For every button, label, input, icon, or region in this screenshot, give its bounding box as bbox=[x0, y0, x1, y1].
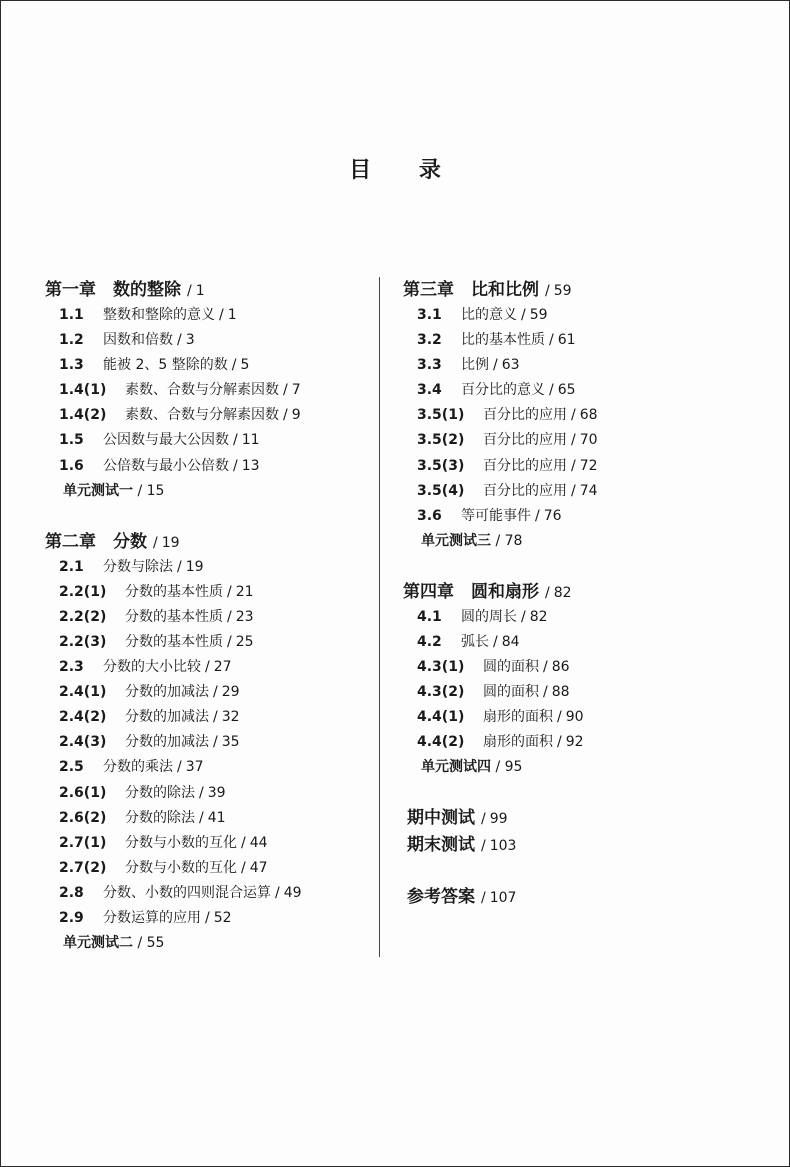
toc-entry[interactable]: 2.7(1) 分数与小数的互化 / 44 bbox=[45, 831, 365, 856]
entry-number: 3.6 bbox=[417, 507, 442, 524]
unit-test-entry[interactable]: 单元测试四 / 95 bbox=[421, 759, 523, 776]
entry-title: 比例 bbox=[461, 357, 489, 374]
toc-entry[interactable]: 2.9 分数运算的应用 / 52 bbox=[45, 906, 365, 931]
chapter-heading[interactable]: 第三章 比和比例 / 59 bbox=[403, 280, 572, 300]
entry-title: 公因数与最大公因数 bbox=[103, 432, 229, 449]
unit-test-page: 55 bbox=[146, 935, 165, 952]
unit-test-page: 95 bbox=[504, 759, 523, 776]
entry-title: 分数的除法 bbox=[125, 784, 195, 801]
entry-page: 65 bbox=[557, 382, 576, 399]
entry-title: 百分比的应用 bbox=[483, 407, 567, 424]
entry-number: 3.2 bbox=[417, 332, 442, 349]
entry-page: 49 bbox=[283, 884, 302, 901]
entry-title: 扇形的面积 bbox=[483, 709, 553, 726]
chapter-title: 第二章 分数 bbox=[45, 531, 147, 552]
toc-entry[interactable]: 2.5 分数的乘法 / 37 bbox=[45, 755, 365, 780]
test-page: 103 bbox=[489, 838, 517, 855]
toc-entry[interactable]: 3.3 比例 / 63 bbox=[403, 353, 703, 378]
toc-entry[interactable]: 3.4 百分比的意义 / 65 bbox=[403, 378, 703, 403]
entry-title: 分数与小数的互化 bbox=[125, 834, 237, 851]
answers-page: 107 bbox=[489, 890, 517, 907]
toc-entry[interactable]: 3.2 比的基本性质 / 61 bbox=[403, 328, 703, 353]
entry-number: 4.1 bbox=[417, 608, 442, 625]
midterm-test-entry[interactable]: 期中测试 / 99 bbox=[407, 808, 508, 829]
entry-page: 92 bbox=[565, 734, 584, 751]
entry-title: 分数、小数的四则混合运算 bbox=[103, 884, 271, 901]
entry-page: 82 bbox=[529, 608, 548, 625]
toc-entry[interactable]: 2.3 分数的大小比较 / 27 bbox=[45, 655, 365, 680]
unit-test-entry[interactable]: 单元测试三 / 78 bbox=[421, 532, 523, 549]
entry-title: 分数与除法 bbox=[103, 558, 173, 575]
toc-entry[interactable]: 2.2(1) 分数的基本性质 / 21 bbox=[45, 580, 365, 605]
entry-page: 72 bbox=[579, 457, 598, 474]
entry-page: 27 bbox=[213, 659, 232, 676]
entry-number: 1.4(1) bbox=[59, 382, 107, 399]
entry-title: 素数、合数与分解素因数 bbox=[125, 382, 279, 399]
entry-title: 分数的加减法 bbox=[125, 684, 209, 701]
toc-entry[interactable]: 2.6(1) 分数的除法 / 39 bbox=[45, 781, 365, 806]
entry-page: 61 bbox=[557, 332, 576, 349]
entry-title: 百分比的应用 bbox=[483, 482, 567, 499]
entry-title: 公倍数与最小公倍数 bbox=[103, 457, 229, 474]
entry-number: 2.2(1) bbox=[59, 583, 107, 600]
toc-entry[interactable]: 4.4(2) 扇形的面积 / 92 bbox=[403, 730, 703, 755]
entry-number: 4.3(2) bbox=[417, 684, 465, 701]
unit-test-title: 单元测试二 bbox=[63, 935, 133, 952]
entry-title: 圆的面积 bbox=[483, 684, 539, 701]
toc-entry[interactable]: 2.8 分数、小数的四则混合运算 / 49 bbox=[45, 881, 365, 906]
entry-page: 19 bbox=[185, 558, 204, 575]
chapter-page: 1 bbox=[195, 283, 205, 299]
chapter-title: 第一章 数的整除 bbox=[45, 280, 181, 300]
entry-page: 74 bbox=[579, 482, 598, 499]
entry-number: 1.5 bbox=[59, 432, 84, 449]
toc-entry[interactable]: 3.5(2) 百分比的应用 / 70 bbox=[403, 428, 703, 453]
spacer bbox=[403, 780, 703, 805]
left-column bbox=[45, 277, 365, 956]
answers-title: 参考答案 bbox=[407, 887, 475, 908]
chapter-heading[interactable]: 第一章 数的整除 / 1 bbox=[45, 280, 205, 300]
entry-title: 分数与小数的互化 bbox=[125, 859, 237, 876]
entry-title: 百分比的应用 bbox=[483, 457, 567, 474]
chapter-page: 82 bbox=[553, 584, 572, 601]
toc-entry[interactable]: 1.1 整数和整除的意义 / 1 bbox=[45, 303, 365, 328]
entry-page: 13 bbox=[241, 457, 260, 474]
test-page: 99 bbox=[489, 811, 508, 828]
spacer bbox=[403, 859, 703, 884]
entry-page: 9 bbox=[291, 407, 301, 424]
toc-entry[interactable]: 1.3 能被 2、5 整除的数 / 5 bbox=[45, 353, 365, 378]
toc-entry[interactable]: 2.2(3) 分数的基本性质 / 25 bbox=[45, 630, 365, 655]
unit-test-title: 单元测试四 bbox=[421, 759, 491, 776]
entry-number: 2.7(2) bbox=[59, 859, 107, 876]
entry-page: 35 bbox=[221, 734, 240, 751]
spacer bbox=[45, 504, 365, 529]
unit-test-entry[interactable]: 单元测试二 / 55 bbox=[63, 935, 165, 952]
toc-entry[interactable]: 4.3(2) 圆的面积 / 88 bbox=[403, 680, 703, 705]
toc-entry[interactable]: 4.2 弧长 / 84 bbox=[403, 630, 703, 655]
entry-title: 分数的加减法 bbox=[125, 734, 209, 751]
entry-page: 3 bbox=[185, 332, 195, 349]
toc-entry[interactable]: 2.4(2) 分数的加减法 / 32 bbox=[45, 705, 365, 730]
entry-title: 能被 2、5 整除的数 bbox=[103, 357, 228, 374]
entry-number: 4.4(2) bbox=[417, 734, 465, 751]
entry-number: 2.8 bbox=[59, 884, 84, 901]
entry-page: 84 bbox=[501, 633, 520, 650]
entry-title: 分数的乘法 bbox=[103, 759, 173, 776]
chapter-page: 19 bbox=[161, 534, 180, 551]
entry-number: 1.2 bbox=[59, 332, 84, 349]
chapter-page: 59 bbox=[553, 283, 572, 299]
entry-number: 1.6 bbox=[59, 457, 84, 474]
entry-title: 分数的基本性质 bbox=[125, 633, 223, 650]
entry-page: 39 bbox=[207, 784, 226, 801]
toc-entry[interactable]: 2.4(1) 分数的加减法 / 29 bbox=[45, 680, 365, 705]
unit-test-page: 15 bbox=[146, 482, 165, 499]
entry-number: 2.5 bbox=[59, 759, 84, 776]
chapter-title: 第四章 圆和扇形 bbox=[403, 581, 539, 602]
entry-page: 41 bbox=[207, 809, 226, 826]
entry-number: 4.3(1) bbox=[417, 659, 465, 676]
entry-number: 4.4(1) bbox=[417, 709, 465, 726]
toc-entry[interactable]: 2.1 分数与除法 / 19 bbox=[45, 555, 365, 580]
entry-number: 3.5(1) bbox=[417, 407, 465, 424]
answers-entry[interactable]: 参考答案 / 107 bbox=[407, 887, 517, 908]
entry-number: 2.2(3) bbox=[59, 633, 107, 650]
entry-title: 分数的除法 bbox=[125, 809, 195, 826]
toc-entry[interactable]: 2.2(2) 分数的基本性质 / 23 bbox=[45, 605, 365, 630]
entry-title: 分数的大小比较 bbox=[103, 659, 201, 676]
unit-test-page: 78 bbox=[504, 532, 523, 549]
toc-entry[interactable]: 3.5(1) 百分比的应用 / 68 bbox=[403, 403, 703, 428]
entry-page: 25 bbox=[235, 633, 254, 650]
chapter-heading[interactable]: 第四章 圆和扇形 / 82 bbox=[403, 581, 572, 602]
toc-entry[interactable]: 1.4(1) 素数、合数与分解素因数 / 7 bbox=[45, 378, 365, 403]
entry-number: 2.9 bbox=[59, 909, 84, 926]
spacer bbox=[403, 554, 703, 579]
unit-test-title: 单元测试三 bbox=[421, 532, 491, 549]
test-title: 期中测试 bbox=[407, 808, 475, 829]
entry-number: 2.6(2) bbox=[59, 809, 107, 826]
entry-page: 47 bbox=[249, 859, 268, 876]
entry-title: 扇形的面积 bbox=[483, 734, 553, 751]
entry-title: 百分比的应用 bbox=[483, 432, 567, 449]
entry-title: 分数的基本性质 bbox=[125, 608, 223, 625]
entry-page: 7 bbox=[291, 382, 301, 399]
entry-page: 68 bbox=[579, 407, 598, 424]
toc-entry[interactable]: 3.1 比的意义 / 59 bbox=[403, 303, 703, 328]
entry-page: 11 bbox=[241, 432, 260, 449]
entry-page: 76 bbox=[543, 507, 562, 524]
toc-entry[interactable]: 2.4(3) 分数的加减法 / 35 bbox=[45, 730, 365, 755]
entry-page: 52 bbox=[213, 909, 232, 926]
entry-title: 弧长 bbox=[461, 633, 489, 650]
test-title: 期末测试 bbox=[407, 835, 475, 856]
entry-number: 2.6(1) bbox=[59, 784, 107, 801]
toc-entry[interactable]: 4.4(1) 扇形的面积 / 90 bbox=[403, 705, 703, 730]
toc-entry[interactable]: 3.6 等可能事件 / 76 bbox=[403, 504, 703, 529]
toc-entry[interactable]: 3.5(4) 百分比的应用 / 74 bbox=[403, 479, 703, 504]
entry-title: 因数和倍数 bbox=[103, 332, 173, 349]
page-title: 目 录 bbox=[349, 158, 461, 183]
entry-page: 63 bbox=[501, 357, 520, 374]
entry-page: 5 bbox=[240, 357, 250, 374]
entry-page: 44 bbox=[249, 834, 268, 851]
entry-title: 素数、合数与分解素因数 bbox=[125, 407, 279, 424]
toc-entry[interactable]: 1.5 公因数与最大公因数 / 11 bbox=[45, 428, 365, 453]
entry-page: 21 bbox=[235, 583, 254, 600]
entry-title: 分数运算的应用 bbox=[103, 909, 201, 926]
entry-number: 2.4(2) bbox=[59, 709, 107, 726]
toc-entry[interactable]: 4.3(1) 圆的面积 / 86 bbox=[403, 655, 703, 680]
entry-title: 比的基本性质 bbox=[461, 332, 545, 349]
toc-entry[interactable]: 1.6 公倍数与最小公倍数 / 13 bbox=[45, 454, 365, 479]
entry-title: 百分比的意义 bbox=[461, 382, 545, 399]
entry-title: 比的意义 bbox=[461, 307, 517, 323]
entry-title: 圆的周长 bbox=[461, 608, 517, 625]
toc-entry[interactable]: 2.6(2) 分数的除法 / 41 bbox=[45, 806, 365, 831]
entry-page: 1 bbox=[227, 307, 237, 323]
entry-number: 2.2(2) bbox=[59, 608, 107, 625]
entry-number: 3.1 bbox=[417, 307, 442, 323]
column-divider bbox=[379, 277, 380, 957]
entry-number: 1.1 bbox=[59, 307, 84, 323]
entry-page: 29 bbox=[221, 684, 240, 701]
entry-page: 23 bbox=[235, 608, 254, 625]
entry-title: 分数的加减法 bbox=[125, 709, 209, 726]
unit-test-title: 单元测试一 bbox=[63, 482, 133, 499]
entry-number: 3.5(3) bbox=[417, 457, 465, 474]
entry-page: 37 bbox=[185, 759, 204, 776]
entry-page: 90 bbox=[565, 709, 584, 726]
entry-number: 2.3 bbox=[59, 659, 84, 676]
entry-number: 3.5(4) bbox=[417, 482, 465, 499]
entry-number: 1.4(2) bbox=[59, 407, 107, 424]
entry-number: 3.3 bbox=[417, 357, 442, 374]
entry-page: 70 bbox=[579, 432, 598, 449]
entry-number: 1.3 bbox=[59, 357, 84, 374]
right-column bbox=[403, 277, 703, 911]
final-test-entry[interactable]: 期末测试 / 103 bbox=[407, 835, 517, 856]
toc-entry[interactable]: 1.4(2) 素数、合数与分解素因数 / 9 bbox=[45, 403, 365, 428]
entry-title: 整数和整除的意义 bbox=[103, 307, 215, 323]
entry-number: 2.4(1) bbox=[59, 684, 107, 701]
entry-title: 等可能事件 bbox=[461, 507, 531, 524]
entry-number: 2.1 bbox=[59, 558, 84, 575]
toc-entry[interactable]: 3.5(3) 百分比的应用 / 72 bbox=[403, 454, 703, 479]
toc-entry[interactable]: 2.7(2) 分数与小数的互化 / 47 bbox=[45, 856, 365, 881]
entry-number: 3.5(2) bbox=[417, 432, 465, 449]
entry-number: 2.4(3) bbox=[59, 734, 107, 751]
toc-entry[interactable]: 1.2 因数和倍数 / 3 bbox=[45, 328, 365, 353]
entry-number: 2.7(1) bbox=[59, 834, 107, 851]
entry-page: 88 bbox=[551, 684, 570, 701]
entry-number: 4.2 bbox=[417, 633, 442, 650]
chapter-title: 第三章 比和比例 bbox=[403, 280, 539, 300]
entry-number: 3.4 bbox=[417, 382, 442, 399]
entry-page: 86 bbox=[551, 659, 570, 676]
entry-page: 32 bbox=[221, 709, 240, 726]
entry-title: 圆的面积 bbox=[483, 659, 539, 676]
toc-entry[interactable]: 4.1 圆的周长 / 82 bbox=[403, 605, 703, 630]
entry-title: 分数的基本性质 bbox=[125, 583, 223, 600]
unit-test-entry[interactable]: 单元测试一 / 15 bbox=[63, 482, 165, 499]
chapter-heading[interactable]: 第二章 分数 / 19 bbox=[45, 531, 180, 552]
entry-page: 59 bbox=[529, 307, 548, 323]
